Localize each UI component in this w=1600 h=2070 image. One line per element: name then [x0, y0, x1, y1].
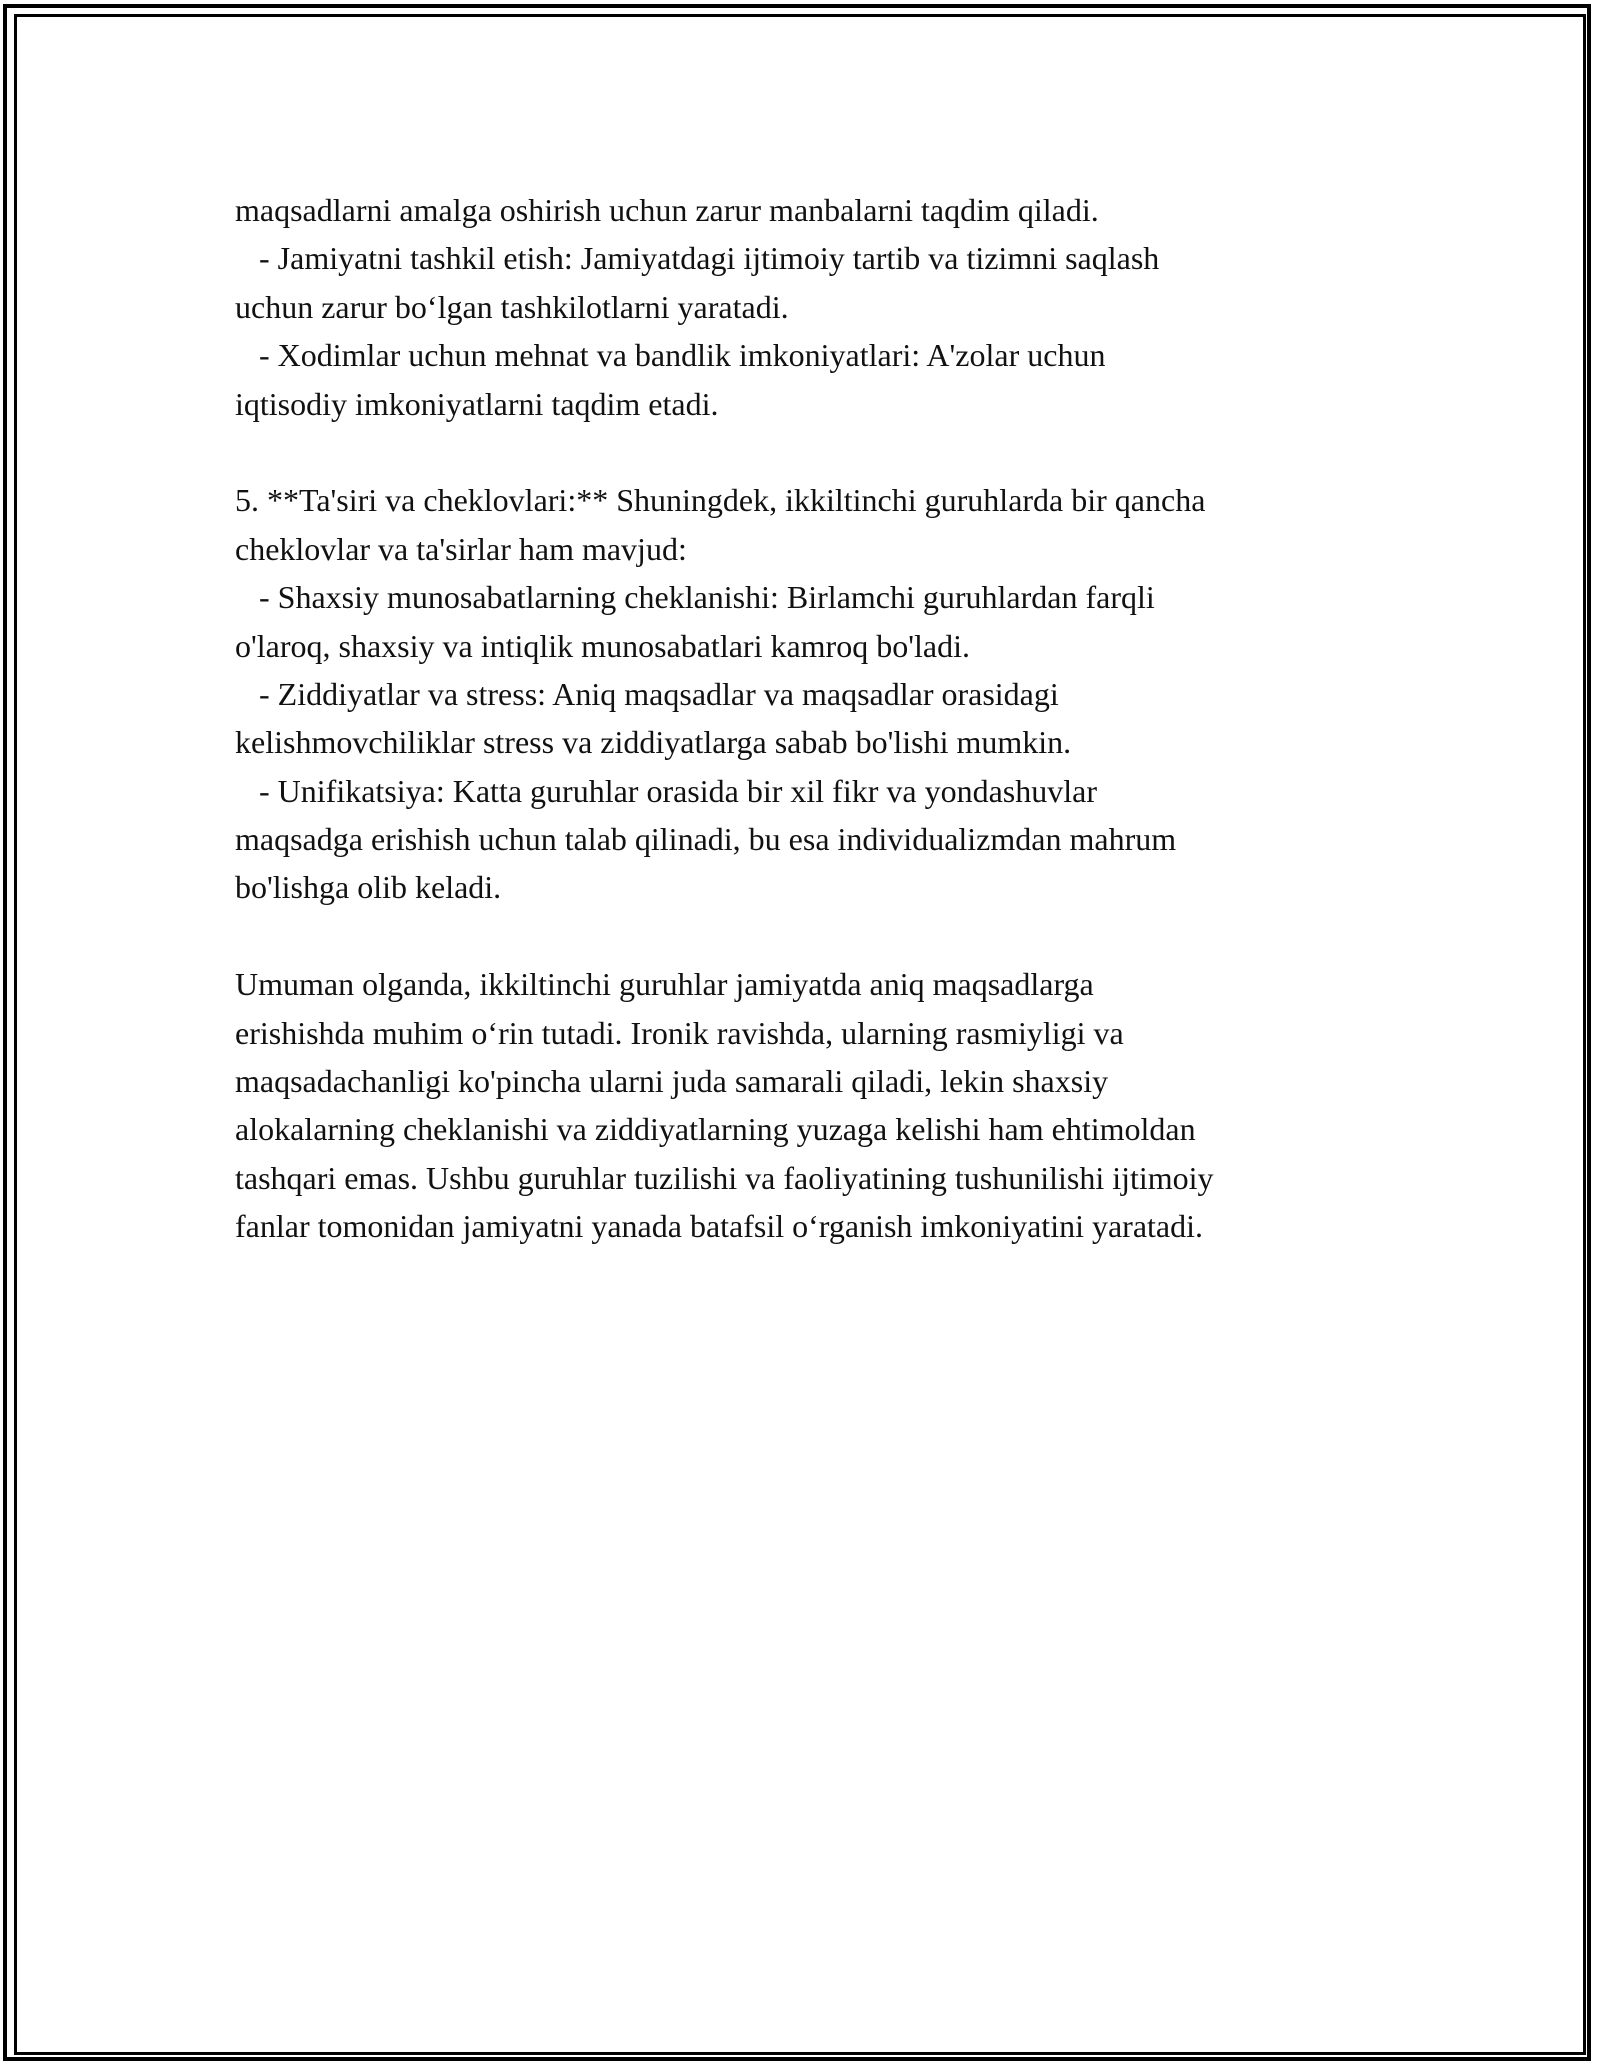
document-body — [235, 186, 1385, 1251]
list-item-line: - Jamiyatni tashkil etish: Jamiyatdagi ijtimoiy tartib va tizimni saqlash — [235, 240, 1160, 277]
section-heading-line: 5. **Ta'siri va cheklovlari:** Shuningdek, ikkiltinchi guruhlarda bir qancha — [235, 482, 1206, 519]
conclusion-line: alokalarning cheklanishi va ziddiyatlarning yuzaga kelishi ham ehtimoldan — [235, 1111, 1196, 1148]
conclusion-line: fanlar tomonidan jamiyatni yanada batafsil o‘rganish imkoniyatini yaratadi. — [235, 1208, 1204, 1245]
list-item-line: - Xodimlar uchun mehnat va bandlik imkoniyatlari: A'zolar uchun — [235, 337, 1106, 374]
text-line: o'laroq, shaxsiy va intiqlik munosabatlari kamroq bo'ladi. — [235, 627, 970, 664]
conclusion-line: Umuman olganda, ikkiltinchi guruhlar jamiyatda aniq maqsadlarga — [235, 966, 1094, 1003]
list-item-line: - Ziddiyatlar va stress: Aniq maqsadlar va maqsadlar orasidagi — [235, 675, 1059, 712]
paragraph-gap — [235, 428, 1385, 476]
list-item-line: - Unifikatsiya: Katta guruhlar orasida bir xil fikr va yondashuvlar — [235, 772, 1097, 809]
text-line: iqtisodiy imkoniyatlarni taqdim etadi. — [235, 385, 719, 422]
conclusion-line: maqsadachanligi ko'pincha ularni juda samarali qiladi, lekin shaxsiy — [235, 1063, 1109, 1100]
conclusion-line: tashqari emas. Ushbu guruhlar tuzilishi va faoliyatining tushunilishi ijtimoiy — [235, 1159, 1214, 1196]
text-line: cheklovlar va ta'sirlar ham mavjud: — [235, 530, 687, 567]
text-line: maqsadga erishish uchun talab qilinadi, bu esa individualizmdan mahrum — [235, 821, 1177, 858]
text-line: kelishmovchiliklar stress va ziddiyatlarga sabab bo'lishi mumkin. — [235, 724, 1072, 761]
conclusion-line: erishishda muhim o‘rin tutadi. Ironik ravishda, ularning rasmiyligi va — [235, 1014, 1124, 1051]
text-line: maqsadlarni amalga oshirish uchun zarur manbalarni taqdim qiladi. — [235, 192, 1099, 228]
text-line: bo'lishga olib keladi. — [235, 869, 502, 906]
paragraph-gap — [235, 912, 1385, 960]
list-item-line: - Shaxsiy munosabatlarning cheklanishi: Birlamchi guruhlardan farqli — [235, 579, 1155, 616]
text-line: uchun zarur bo‘lgan tashkilotlarni yaratadi. — [235, 288, 789, 325]
